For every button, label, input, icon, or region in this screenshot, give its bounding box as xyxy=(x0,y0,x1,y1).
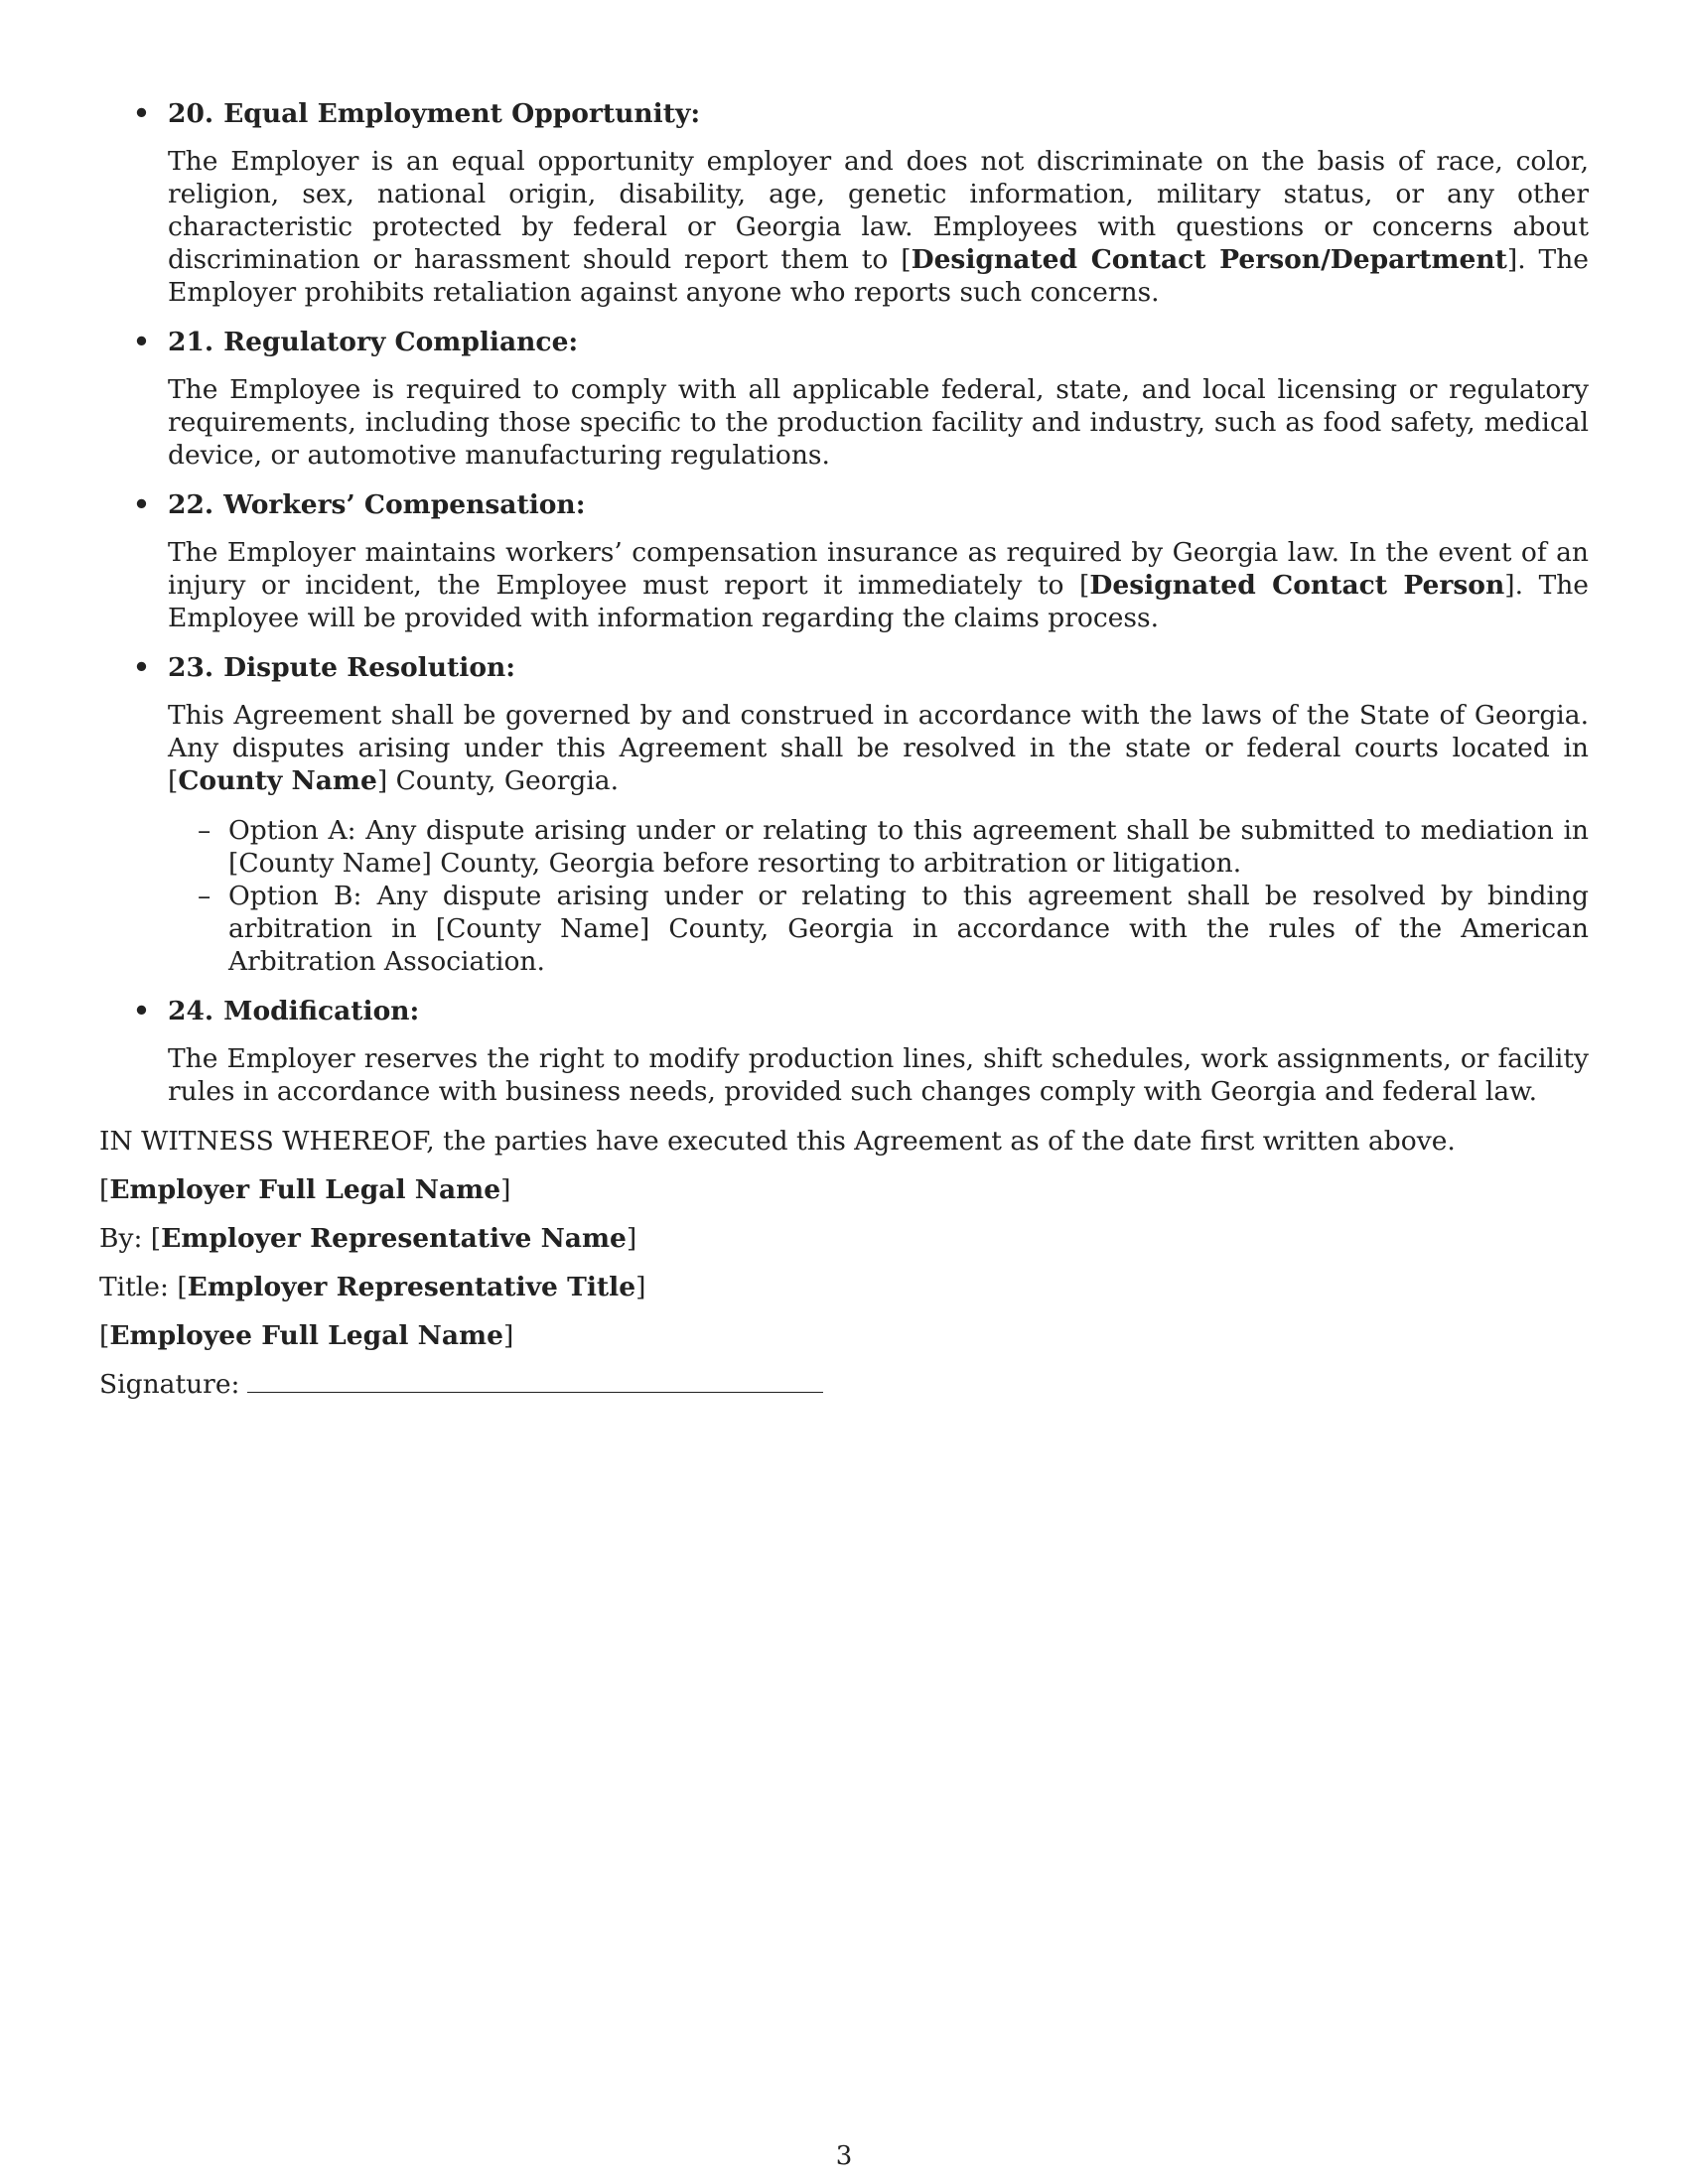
section-20 xyxy=(99,97,1589,309)
paragraph-text: This Agreement shall be governed by and construed in accordance with the laws of the State of Georgia. Any disputes arising under this Agreement shall be resolved in the state or federal courts located in xyxy=(168,700,1589,763)
section-paragraph: The Employer is an equal opportunity employer and does not discriminate on the basis of race, color, religion, sex, national origin, disability, age, genetic information, military status, or any other characteristic protected by federal or Georgia law. Employees with questions or concerns about discrimination or harassment should report them to [Designated Contact Person/Department]. The Employer prohibits retaliation against anyone who reports such concerns. xyxy=(168,146,1589,308)
section-23 xyxy=(99,651,1589,978)
placeholder-county-name: County Name xyxy=(178,765,377,796)
section-paragraph: The Employer maintains workers’ compensation insurance as required by Georgia law. In the event of an injury or incident, the Employee must report it immediately to [Designated Contact Person]. The Employee will be provided with information regarding the claims process. xyxy=(168,537,1589,633)
paragraph-text: . The Employee will be provided with information regarding the claims process. xyxy=(168,570,1589,633)
employee-name: Employee Full Legal Name xyxy=(109,1320,503,1351)
page-number: 3 xyxy=(835,2141,853,2171)
section-heading xyxy=(168,488,1589,521)
placeholder-contact-person: Designated Contact Person xyxy=(1089,570,1505,601)
document-page xyxy=(99,97,1589,1401)
section-number: 23. xyxy=(168,652,214,683)
placeholder-contact-department: Designated Contact Person/Department xyxy=(911,244,1507,275)
paragraph-text: The Employer is an equal opportunity employer and does not discriminate on the basis of race, color, religion, sex, national origin, disability, age, genetic information, military status, or any other characteristic protected by federal or Georgia law. Employees with questions or concerns about discrimination or harassment should report them to xyxy=(168,146,1589,275)
witness-clause: IN WITNESS WHEREOF, the parties have executed this Agreement as of the date first written above. xyxy=(99,1126,1456,1157)
title-line: Title: [Employer Representative Title] xyxy=(99,1272,646,1302)
signature-row xyxy=(99,1368,1589,1401)
option-a xyxy=(168,814,1589,880)
section-heading xyxy=(168,995,1589,1027)
section-list xyxy=(99,97,1589,1108)
section-heading xyxy=(168,326,1589,358)
employer-name: Employer Full Legal Name xyxy=(109,1174,501,1205)
section-22 xyxy=(99,488,1589,634)
paragraph-text: County, Georgia. xyxy=(387,765,620,796)
bullet-icon: • xyxy=(133,996,150,1026)
section-24 xyxy=(99,995,1589,1108)
option-text: Option B: Any dispute arising under or relating to this agreement shall be resolved by binding arbitration in [County Name] County, Georgia in accordance with the rules of the American Arbitration Association. xyxy=(228,881,1589,977)
option-list xyxy=(168,814,1589,978)
section-title: Modification: xyxy=(223,996,420,1026)
section-heading xyxy=(168,97,1589,130)
dash-icon: – xyxy=(198,881,211,911)
employer-name-line: [Employer Full Legal Name] xyxy=(99,1174,511,1205)
dash-icon: – xyxy=(198,815,211,846)
by-label: By: xyxy=(99,1223,143,1254)
section-title: Dispute Resolution: xyxy=(223,652,516,683)
section-number: 21. xyxy=(168,327,214,357)
bullet-icon: • xyxy=(133,327,150,357)
section-paragraph: The Employer reserves the right to modify production lines, shift schedules, work assignments, or facility rules in accordance with business needs, provided such changes comply with Georgia and federal law. xyxy=(168,1043,1589,1107)
option-b xyxy=(168,880,1589,978)
paragraph-text: . The Employer prohibits retaliation against anyone who reports such concerns. xyxy=(168,244,1589,308)
section-number: 20. xyxy=(168,98,214,129)
section-21 xyxy=(99,326,1589,472)
section-paragraph: The Employee is required to comply with all applicable federal, state, and local licensing or regulatory requirements, including those specific to the production facility and industry, such as food safety, medical device, or automotive manufacturing regulations. xyxy=(168,374,1589,471)
signature-line[interactable] xyxy=(247,1370,823,1393)
section-title: Workers’ Compensation: xyxy=(223,489,586,520)
bullet-icon: • xyxy=(133,98,150,129)
bullet-icon: • xyxy=(133,489,150,520)
representative-name: Employer Representative Name xyxy=(161,1223,627,1254)
title-label: Title: xyxy=(99,1272,169,1302)
section-heading xyxy=(168,651,1589,684)
paragraph-text: The Employer maintains workers’ compensation insurance as required by Georgia law. In the event of an injury or incident, the Employee must report it immediately to xyxy=(168,537,1589,601)
by-line: By: [Employer Representative Name] xyxy=(99,1223,637,1254)
signature-label: Signature: xyxy=(99,1369,240,1400)
section-paragraph: This Agreement shall be governed by and construed in accordance with the laws of the State of Georgia. Any disputes arising under this Agreement shall be resolved in the state or federal courts located in [County Name] County, Georgia. xyxy=(168,700,1589,796)
option-text: Option A: Any dispute arising under or relating to this agreement shall be submitted to mediation in [County Name] County, Georgia before resorting to arbitration or litigation. xyxy=(228,815,1589,879)
employee-name-line: [Employee Full Legal Name] xyxy=(99,1320,514,1351)
section-title: Regulatory Compliance: xyxy=(223,327,579,357)
representative-title: Employer Representative Title xyxy=(187,1272,636,1302)
section-number: 22. xyxy=(168,489,214,520)
section-number: 24. xyxy=(168,996,214,1026)
bullet-icon: • xyxy=(133,652,150,683)
section-title: Equal Employment Opportunity: xyxy=(223,98,701,129)
